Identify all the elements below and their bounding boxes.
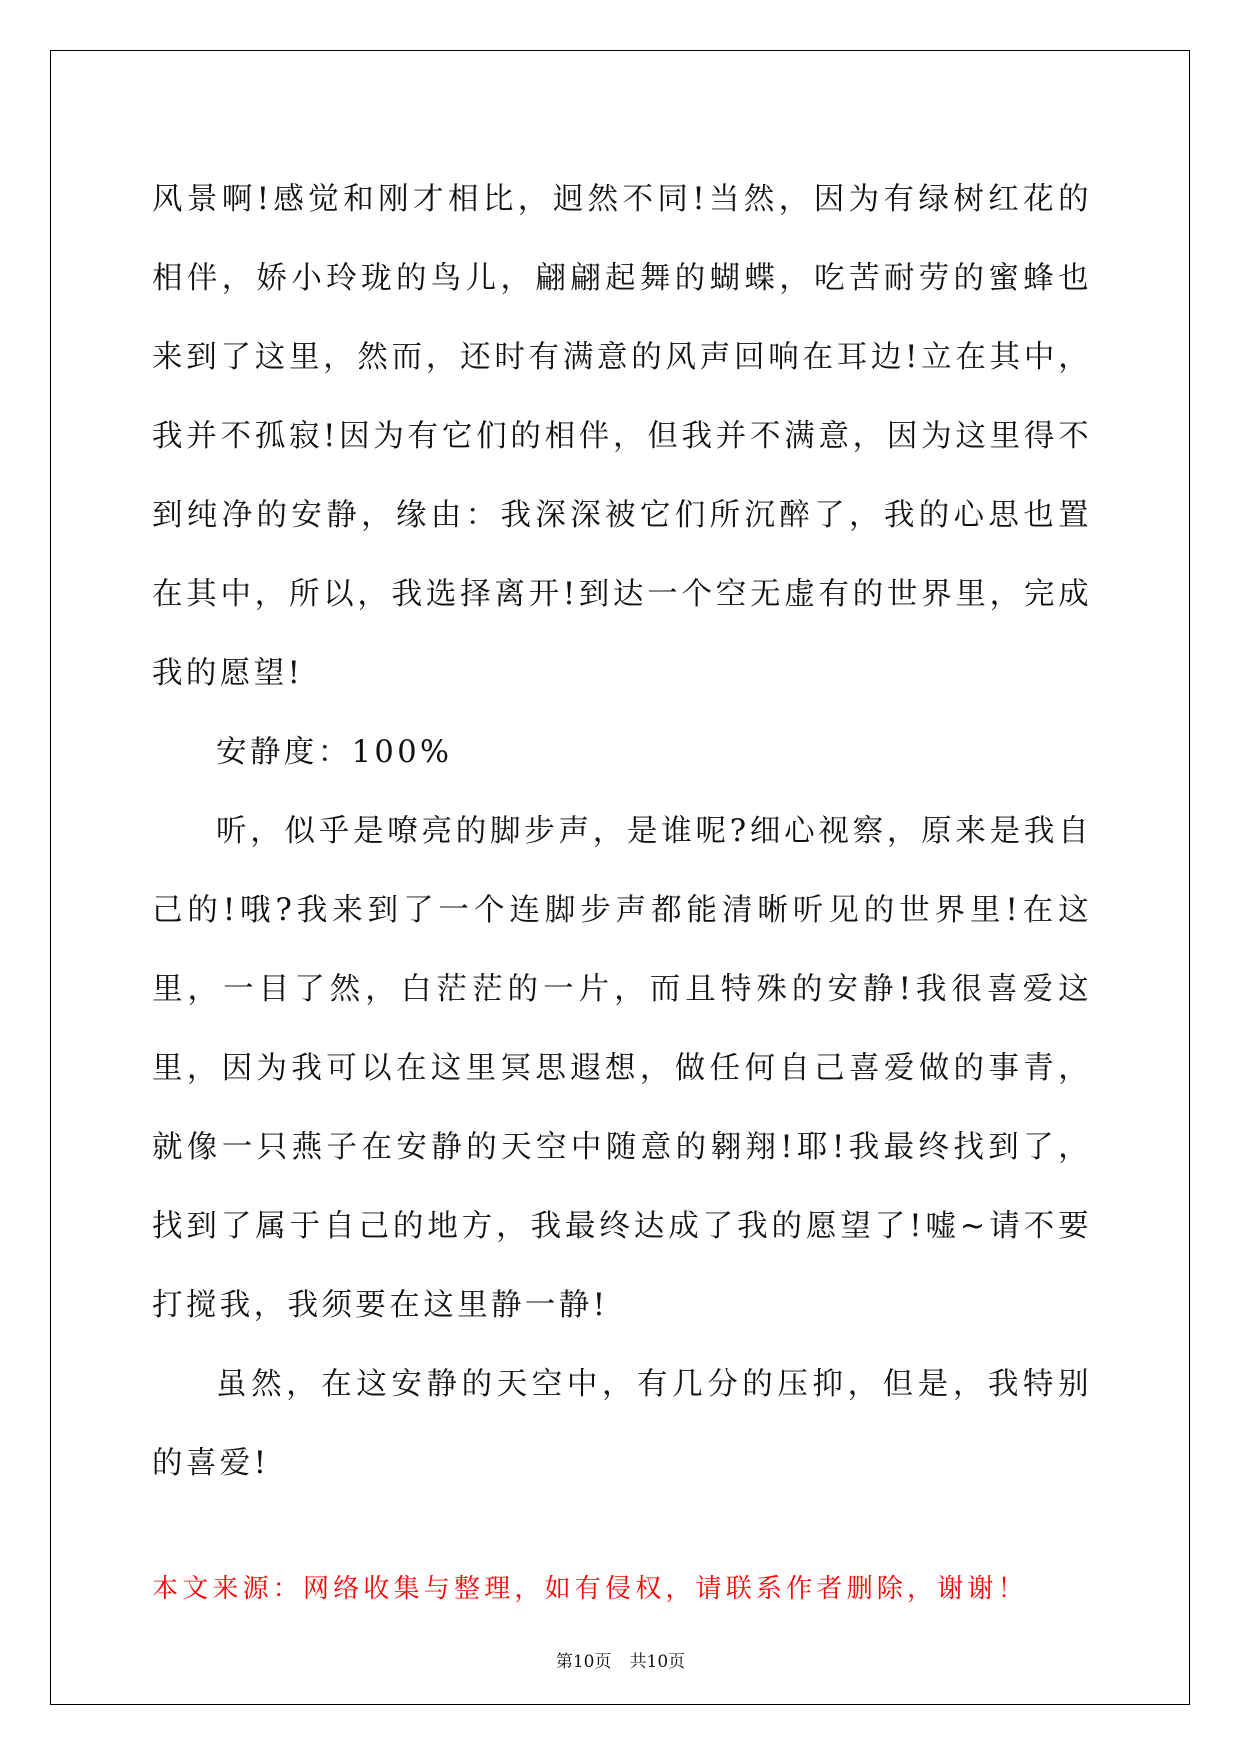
- document-body: [152, 160, 1092, 1611]
- page-number-current: 第10页: [555, 1652, 612, 1672]
- page-number-total: 共10页: [629, 1652, 686, 1672]
- paragraph-quietness-level: 安静度：100%: [216, 735, 453, 770]
- paragraph-continued: 风景啊!感觉和刚才相比，迥然不同!当然，因为有绿树红花的相伴，娇小玲珑的鸟儿，翩翩起舞的蝴蝶，吃苦耐劳的蜜蜂也来到了这里，然而，还时有满意的风声回响在耳边!立在其中，我并不孤寂!因为有它们的相伴，但我并不满意，因为这里得不到纯净的安静，缘由：我深深被它们所沉醉了，我的心思也置在其中，所以，我选择离开!到达一个空无虚有的世界里，完成我的愿望!: [152, 182, 1092, 691]
- source-note: 本文来源：网络收集与整理，如有侵权，请联系作者删除，谢谢！: [152, 1574, 1028, 1604]
- page-footer: [0, 1647, 1241, 1672]
- paragraph-conclusion: 虽然，在这安静的天空中，有几分的压抑，但是，我特别的喜爱!: [152, 1367, 1092, 1481]
- paragraph-footsteps: 听，似乎是嘹亮的脚步声，是谁呢?细心视察，原来是我自己的!哦?我来到了一个连脚步声都能清晰听见的世界里!在这里，一目了然，白茫茫的一片，而且特殊的安静!我很喜爱这里，因为我可以在这里冥思遐想，做任何自己喜爱做的事青，就像一只燕子在安静的天空中随意的翱翔!耶!我最终找到了，找到了属于自己的地方，我最终达成了我的愿望了!嘘~请不要打搅我，我须要在这里静一静!: [152, 814, 1092, 1323]
- spacer: [152, 1503, 1092, 1567]
